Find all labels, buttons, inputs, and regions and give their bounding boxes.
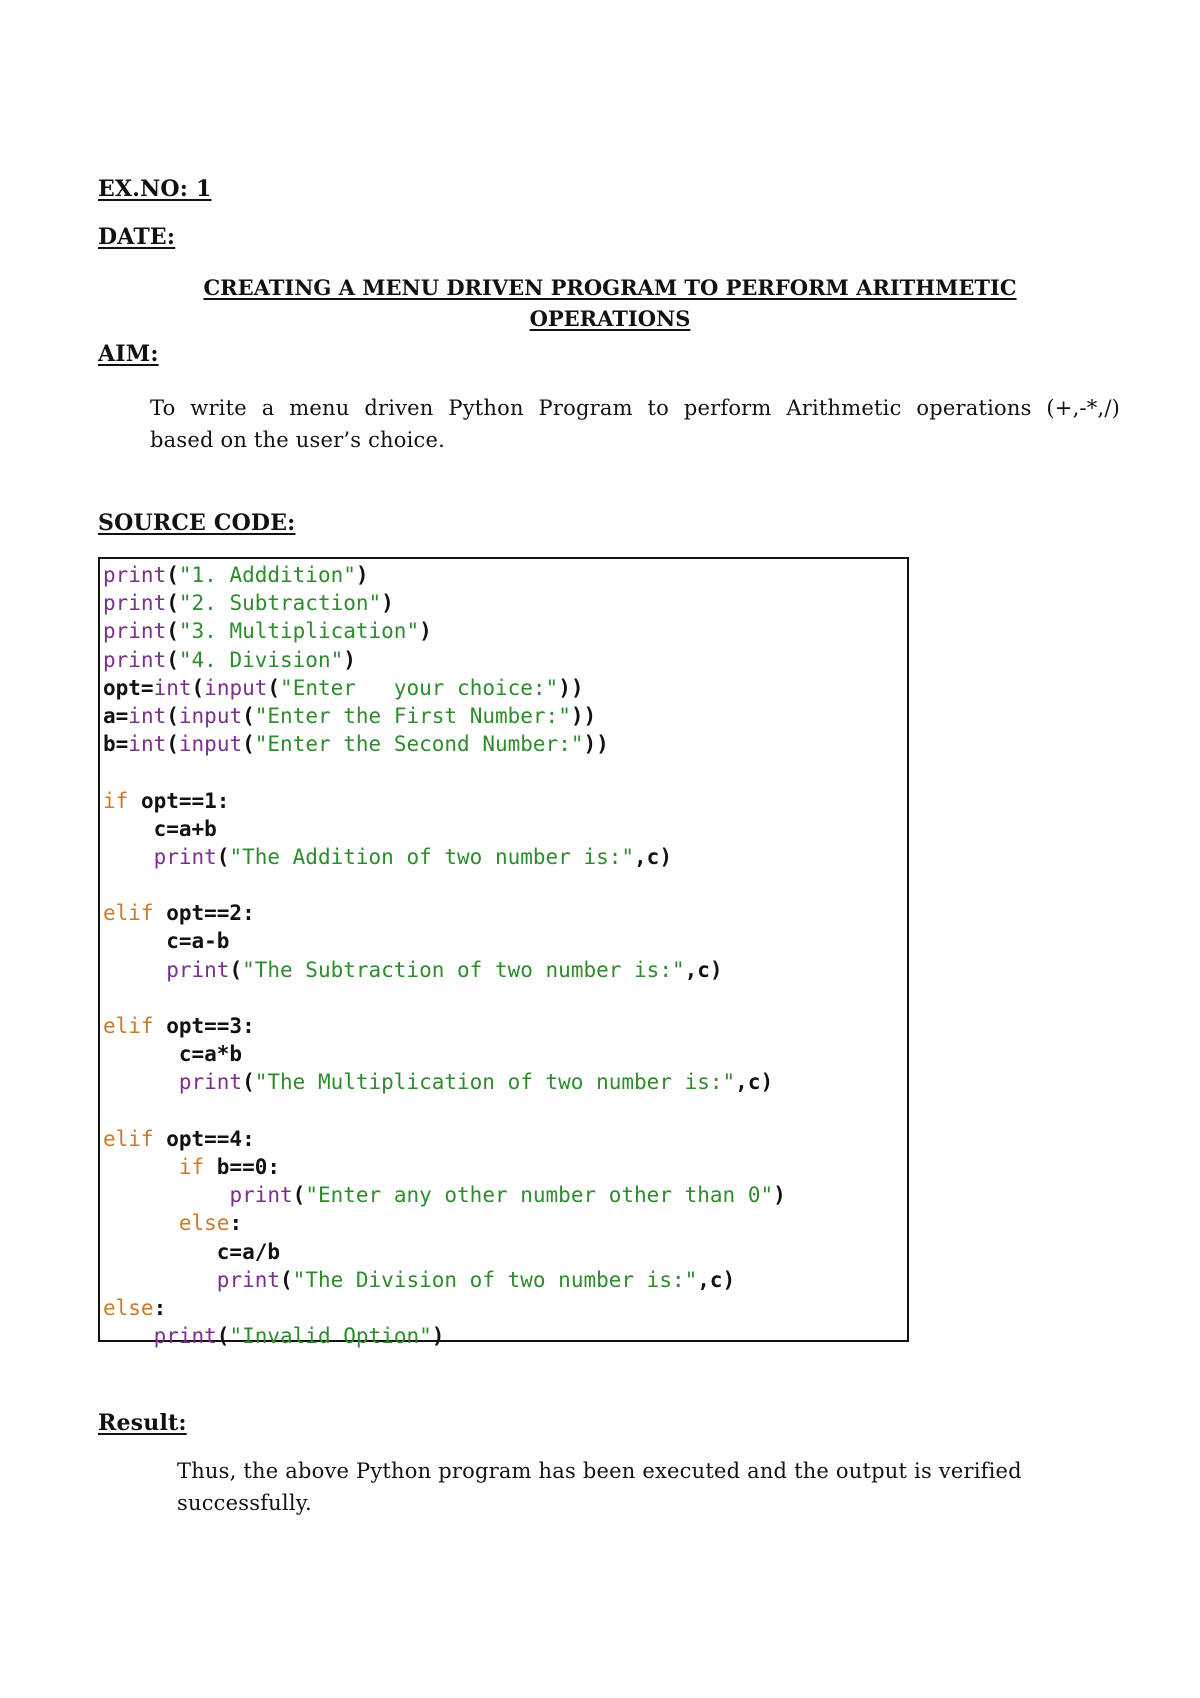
result-text <box>177 1455 1107 1519</box>
date-heading: DATE: <box>98 224 176 250</box>
code-line: if opt==1: <box>103 788 230 813</box>
code-line: print("Enter any other number other than 0") <box>229 1183 786 1208</box>
code-line: print("3. Multiplication") <box>103 619 432 644</box>
code-line: else: <box>103 1295 167 1320</box>
code-line <box>103 758 786 786</box>
page-title <box>170 272 1050 334</box>
code-line: elif opt==3: <box>103 1014 255 1038</box>
code-line <box>103 984 786 1012</box>
page-title-line1: CREATING A MENU DRIVEN PROGRAM TO PERFORM ARITHMETIC <box>203 275 1017 300</box>
code-line <box>103 1097 786 1125</box>
code-line: print("Invalid Option") <box>153 1324 445 1349</box>
aim-text-line2: based on the user’s choice. <box>150 428 446 452</box>
code-line: opt=int(input("Enter your choice:")) <box>103 675 584 700</box>
code-line: print("2. Subtraction") <box>103 591 394 616</box>
code-line <box>103 871 786 899</box>
result-heading: Result: <box>98 1410 187 1436</box>
code-line: print("The Subtraction of two number is:",c) <box>166 957 723 982</box>
aim-heading: AIM: <box>98 341 159 367</box>
code-line: c=a*b <box>103 1042 243 1067</box>
code-line: print("The Multiplication of two number is:",c) <box>178 1070 774 1095</box>
code-line: elif opt==2: <box>103 901 255 926</box>
code-line: c=a-b <box>103 929 230 954</box>
aim-text <box>150 392 1120 456</box>
code-line: c=a+b <box>103 816 217 841</box>
aim-text-line1: To write a menu driven Python Program to perform Arithmetic operations (+,-*,/) <box>150 396 1120 420</box>
code-line: b=int(input("Enter the Second Number:")) <box>103 732 609 757</box>
code-line: c=a/b <box>103 1239 281 1264</box>
page-title-line2: OPERATIONS <box>529 306 691 331</box>
code-line: else: <box>178 1211 243 1236</box>
code-line: print("1. Adddition") <box>103 563 369 587</box>
ex-no-heading: EX.NO: 1 <box>98 176 212 202</box>
result-text-line1: Thus, the above Python program has been executed and the output is verified <box>177 1459 1022 1483</box>
source-code-heading: SOURCE CODE: <box>98 510 296 536</box>
code-line: a=int(input("Enter the First Number:")) <box>103 703 597 728</box>
code-line: print("4. Division") <box>103 647 356 672</box>
code-line: print("The Division of two number is:",c) <box>216 1267 736 1292</box>
code-box <box>98 557 909 1349</box>
result-text-line2: successfully. <box>177 1491 312 1515</box>
code-line: print("The Addition of two number is:",c) <box>153 844 672 869</box>
code-block <box>103 561 786 1350</box>
code-line: elif opt==4: <box>103 1126 255 1151</box>
code-line: if b==0: <box>178 1154 281 1179</box>
